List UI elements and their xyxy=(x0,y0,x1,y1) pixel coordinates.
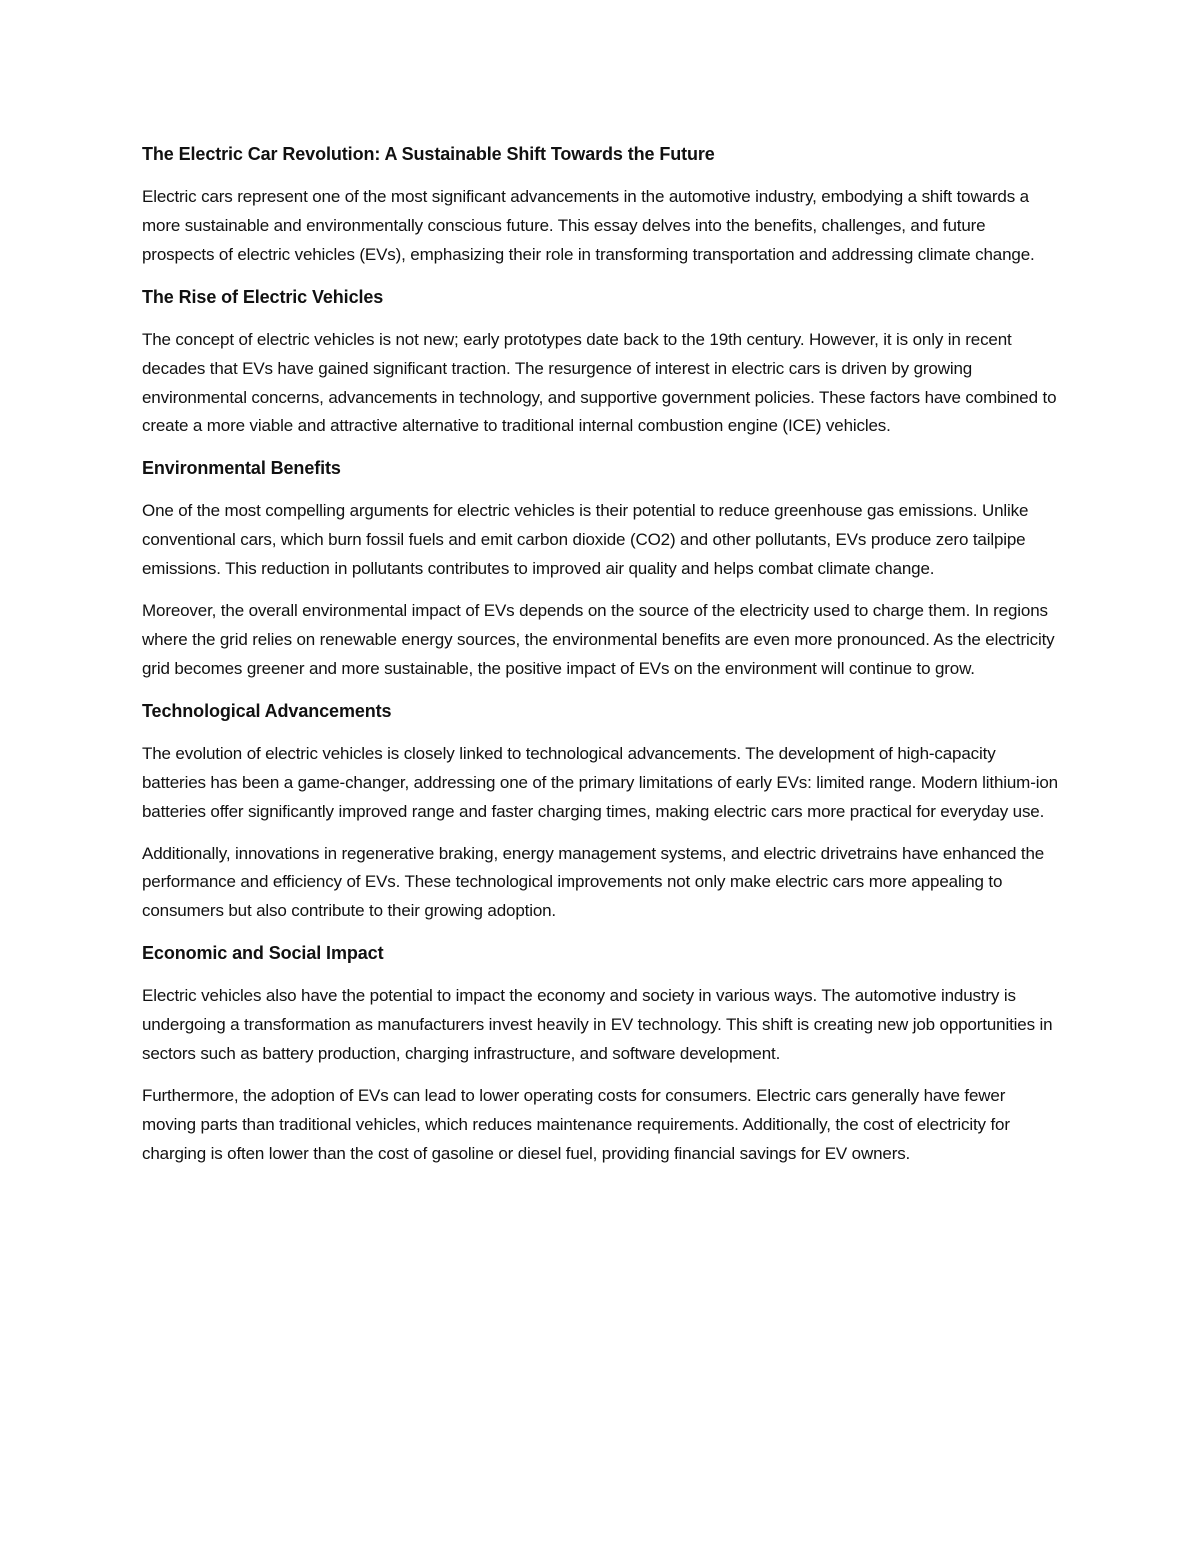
section-paragraph: The evolution of electric vehicles is closely linked to technological advancements. The development of high-capacity batteries has been a game-changer, addressing one of the primary limitations of early EVs: limited range. Modern lithium-ion batteries offer significantly improved range and faster charging times, making electric cars more practical for everyday use. xyxy=(142,743,1058,821)
section-paragraph: The concept of electric vehicles is not new; early prototypes date back to the 19th century. However, it is only in recent decades that EVs have gained significant traction. The resurgence of interest in electric cars is driven by growing environmental concerns, advancements in technology, and supportive government policies. These factors have combined to create a more viable and attractive alternative to traditional internal combustion engine (ICE) vehicles. xyxy=(142,329,1057,436)
document-page xyxy=(142,140,1062,1182)
section-paragraph: Moreover, the overall environmental impact of EVs depends on the source of the electricity used to charge them. In regions where the grid relies on renewable energy sources, the environmental benefits are even more pronounced. As the electricity grid becomes greener and more sustainable, the positive impact of EVs on the environment will continue to grow. xyxy=(142,601,1055,678)
section-paragraph: Electric vehicles also have the potential to impact the economy and society in various ways. The automotive industry is undergoing a transformation as manufacturers invest heavily in EV technology. This shift is creating new job opportunities in sectors such as battery production, charging infrastructure, and software development. xyxy=(142,986,1053,1064)
section-heading: Environmental Benefits xyxy=(142,458,341,479)
document-title: The Electric Car Revolution: A Sustainable Shift Towards the Future xyxy=(142,144,715,164)
section-technological-advancements xyxy=(142,697,1062,926)
section-environmental-benefits xyxy=(142,454,1062,683)
section-heading: Technological Advancements xyxy=(142,700,392,721)
section-paragraph: Additionally, innovations in regenerative braking, energy management systems, and electric drivetrains have enhanced the performance and efficiency of EVs. These technological improvements not only make electric cars more appealing to consumers but also contribute to their growing adoption. xyxy=(142,843,1045,921)
intro-paragraph: Electric cars represent one of the most significant advancements in the automotive industry, embodying a shift towards a more sustainable and environmentally conscious future. This essay delves into the benefits, challenges, and future prospects of electric vehicles (EVs), emphasizing their role in transforming transportation and addressing climate change. xyxy=(142,187,1035,264)
section-paragraph: One of the most compelling arguments for electric vehicles is their potential to reduce greenhouse gas emissions. Unlike conventional cars, which burn fossil fuels and emit carbon dioxide (CO2) and other pollutants, EVs produce zero tailpipe emissions. This reduction in pollutants contributes to improved air quality and helps combat climate change. xyxy=(142,501,1029,579)
section-heading: The Rise of Electric Vehicles xyxy=(142,286,384,307)
section-economic-social-impact xyxy=(142,939,1062,1168)
section-heading: Economic and Social Impact xyxy=(142,943,384,964)
section-paragraph: Furthermore, the adoption of EVs can lead to lower operating costs for consumers. Electric cars generally have fewer moving parts than traditional vehicles, which reduces maintenance requirements. Additionally, the cost of electricity for charging is often lower than the cost of gasoline or diesel fuel, providing financial savings for EV owners. xyxy=(142,1085,1010,1163)
section-rise-of-evs xyxy=(142,283,1062,442)
